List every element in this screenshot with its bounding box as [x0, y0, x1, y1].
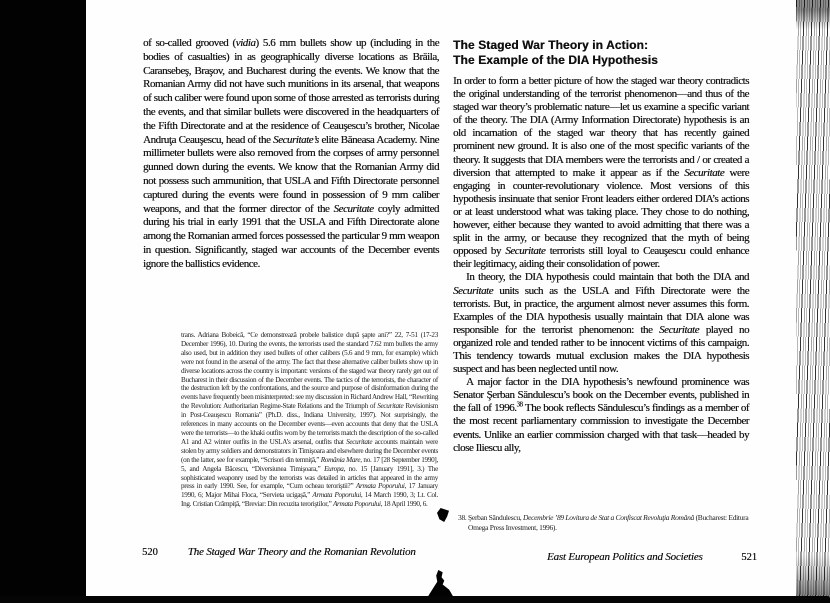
right-page-paragraph-3: A major factor in the DIA hypothesis’s newfound prominence was Senator Şerban Săndulescu’s book on the December events, published in the fall of 1996.38 The book reflects Săndulescu’s findings as a member of the most recent parliamentary commission to investigate the December events. Unlike an earlier commission charged with that task—headed by close Iliescu ally, [453, 376, 750, 454]
scan-left-black-band [0, 0, 86, 603]
left-page-number: 520 [142, 547, 158, 558]
right-page-body [453, 75, 749, 455]
right-page-number: 521 [741, 552, 757, 563]
left-running-title: The Staged War Theory and the Romanian Revolution [187, 546, 416, 558]
left-page-footnote: trans. Adriana Bobeică, “Ce demonstrează probele balistice după şapte ani?” 22, 7-51 (17-23 December 1996), 10. During the events, the terrorists used the standard 7.62 mm bullets the army also used, but in addition they used bullets of other calibers (5.6 and 9 mm, for example) which were not found in the arsenal of the army. The fact that these alternative caliber bullets show up in diverse locations across the country is important: versions of the staged war theory rarely get out of Bucharest in their discussion of the December events. The tactics of the terrorists, the character of the destruction left by the confrontations, and the source and purpose of disinformation during the events have frequently been misinterpreted: see my discussion in Richard Andrew Hall, “Rewriting the Revolution: Authoritarian Regime-State Relations and the Triumph of Securitate Revisionism in Post-Ceauşescu Romania” (Ph.D. diss., Indiana University, 1997). Not surprisingly, the references in many accounts on the December events—even accounts that deny that the USLA were the terrorists—to the khaki outfits worn by the terrorists match the description of the so-called A1 and A2 winter outfits in the USLA’s arsenal, outfits that Securitate accounts maintain were stolen by army soldiers and demonstrators in Timişoara and elsewhere during the December events (on the latter, see for example, “Scrisori din temniţă,” România Mare, no. 17 [28 September 1990], 5, and Angela Băcescu, “Diversiunea Timişoara,” Europa, no. 15 [January 1991], 3.) The sophisticated weaponry used by the terrorists was detailed in articles that appeared in the army press in early 1990. See, for example, “Cum ocheau teroriştii?” Armata Poporului, 17 January 1990, 6; Major Mihai Floca, “Servieta ucigaşă,” Armata Poporului, 14 March 1990, 3; Lt. Col. Ing. Cristian Crămpiţă, “Breviar: Din recuzita teroriştilor,” Armata Poporului, 18 April 1990, 6. [181, 331, 439, 509]
ink-smudge-small [437, 508, 449, 522]
book-page-edge-streaks [796, 0, 830, 603]
left-page-body-paragraph: of so-called grooved (vidia) 5.6 mm bullets show up (including in the bodies of casualties) in as geographically diverse locations as Brăila, Caransebeş, Braşov, and Bucharest during the events. We know that the Romanian Army did not have such munitions in its arsenal, that weapons of such caliber were found upon some of those arrested as terrorists during the events, and that similar bullets were discovered in the headquarters of the Fifth Directorate and at the residence of Ceauşescu’s brother, Nicolae Andruţa Ceauşescu, head of the Securitate’s elite Băneasa Academy. Nine millimeter bullets were also removed from the corpses of army personnel gunned down during the events. We know that the Romanian Army did not possess such ammunition, that USLA and Fifth Directorate personnel captured during the events were found in possession of 9 mm caliber weapons, and that the former director of the Securitate coyly admitted during his trial in early 1991 that the USLA and Fifth Directorate alone among the Romanian armed forces possessed the particular 9 mm weapon in question. Significantly, staged war accounts of the December events ignore the ballistics evidence. [143, 37, 439, 270]
section-heading [453, 38, 658, 67]
right-page-paragraph-2: In theory, the DIA hypothesis could maintain that both the DIA and Securitate units such as the USLA and Fifth Directorate were the terrorists. But, in practice, the argument almost never assumes this form. Examples of the DIA hypothesis usually maintain that DIA alone was responsible for the terrorist phenomenon: the Securitate played no organized role and tended rather to be innocent victims of this campaign. This tendency towards mutual exclusion makes the DIA hypothesis suspect and has been neglected until now. [453, 271, 749, 376]
scan-bottom-black-band [0, 596, 830, 603]
left-page-footer [142, 546, 416, 558]
section-heading-line1: The Staged War Theory in Action: [453, 38, 648, 52]
right-running-title: East European Politics and Societies [547, 551, 703, 563]
right-page-footnote: 38. Şerban Săndulescu, Decembrie ’89 Lovitura de Stat a Confiscat Revoluţia Română (Bucharest: Editura Omega Press Investment, 1996). [458, 513, 749, 532]
right-page-footer [547, 551, 757, 563]
ink-smudge-large [427, 570, 454, 598]
right-page-paragraph-1: In order to form a better picture of how the staged war theory contradicts the original understanding of the terrorist phenomenon—and thus of the staged war theory’s problematic nature—let us examine a specific variant of the theory. The DIA (Army Information Directorate) hypothesis is an old incarnation of the staged war theory that has recently gained prominent new ground. It is also one of the most specific variants of the theory. It suggests that DIA members were the terrorists and / or created a diversion that attempted to make it appear as if the Securitate were engaging in counter-revolutionary violence. Most versions of this hypothesis insinuate that senior Front leaders either ordered DIA’s actions or at least understood what was taking place. They chose to do nothing, however, either because they wanted to avoid admitting that there was a split in the army, or because they recognized that the myth of being opposed by Securitate terrorists still loyal to Ceauşescu could enhance their legitimacy, aiding their consolidation of power. [453, 75, 750, 271]
section-heading-line2: The Example of the DIA Hypothesis [453, 52, 658, 67]
